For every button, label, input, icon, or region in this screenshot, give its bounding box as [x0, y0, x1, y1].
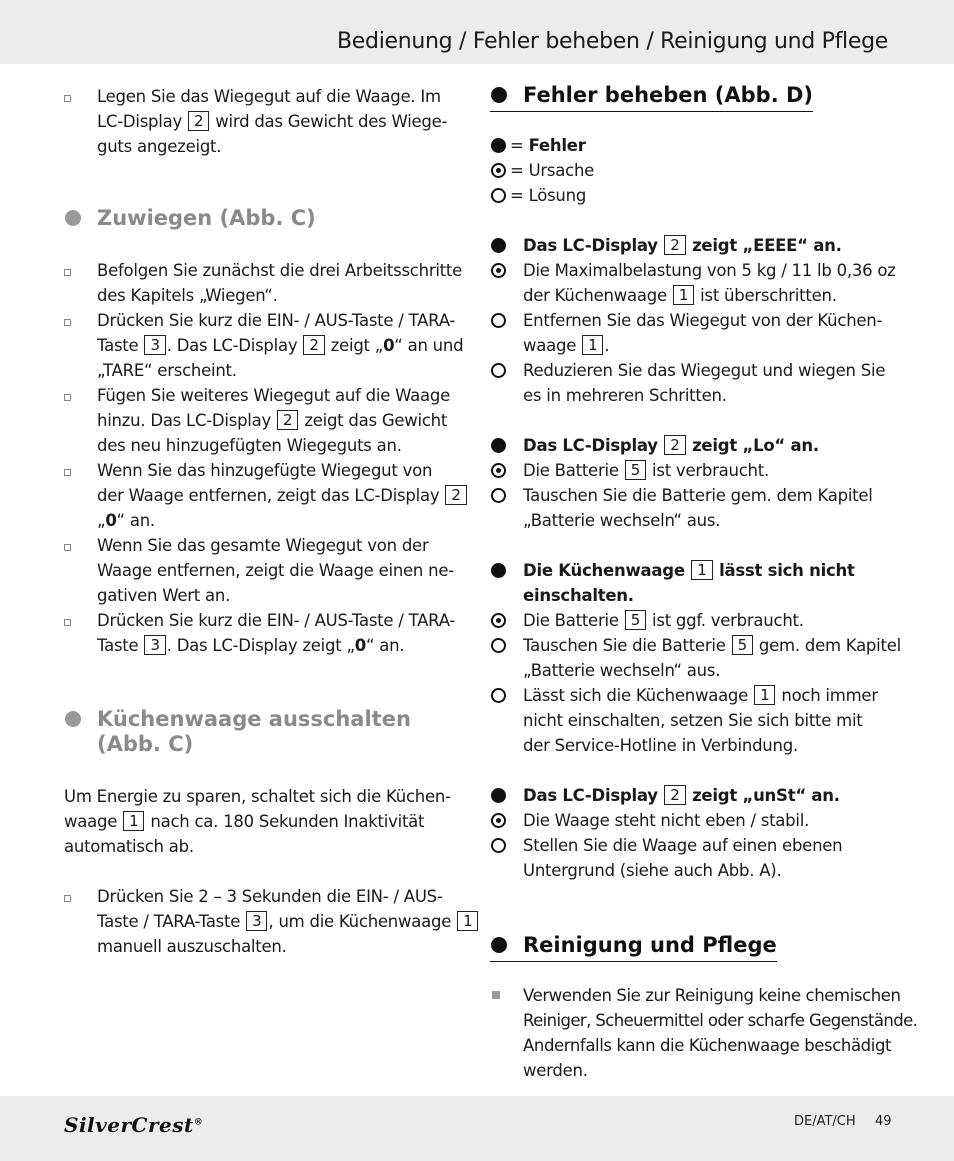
ref-box: 1 [457, 911, 478, 931]
ref-box: 1 [673, 285, 694, 305]
text: waage [64, 812, 118, 831]
text-line: Fügen Sie weiteres Wiegegut auf die Waage [97, 386, 450, 405]
text: der Küchenwaage [523, 286, 667, 305]
error-item [490, 233, 842, 258]
text: Taste [97, 336, 139, 355]
text: “ an. [365, 636, 405, 655]
loesung-ring-icon [491, 838, 506, 853]
text: Das LC-Display [523, 236, 658, 255]
text-line: „Batterie wechseln“ aus. [523, 661, 721, 680]
text: ist überschritten. [700, 286, 837, 305]
ref-box: 1 [582, 335, 603, 355]
paragraph [64, 784, 451, 859]
loesung-ring-icon [491, 638, 506, 653]
text-line: Die Maximalbelastung von 5 kg / 11 lb 0,36 oz [523, 261, 896, 280]
registered-mark: ® [193, 1117, 204, 1128]
text-line: Waage entfernen, zeigt die Waage einen ne- [97, 561, 454, 580]
heading-bullet-icon [65, 210, 81, 226]
bullet-square-icon [64, 619, 71, 626]
ref-box: 5 [625, 610, 646, 630]
list-item [64, 608, 455, 658]
text: Die Küchenwaage [523, 561, 685, 580]
fehler-dot-icon [491, 438, 506, 453]
text-line: Entfernen Sie das Wiegegut von der Küchen- [523, 311, 883, 330]
text: LC-Display [97, 112, 182, 131]
ursache-target-icon [491, 163, 506, 178]
brand-name: SilverCrest [64, 1113, 194, 1137]
solution-item [490, 683, 878, 758]
ref-box: 2 [664, 235, 685, 255]
text: Lässt sich die Küchenwaage [523, 686, 749, 705]
text: . Das LC-Display [166, 336, 298, 355]
solution-item [490, 633, 901, 683]
text-line: Die Waage steht nicht eben / stabil. [523, 811, 810, 830]
heading-text: Fehler beheben (Abb. D) [523, 83, 814, 107]
text-line: des Kapitels „Wiegen“. [97, 286, 278, 305]
text-line: „Batterie wechseln“ aus. [523, 511, 721, 530]
ref-box: 2 [188, 111, 209, 131]
text: ist verbraucht. [652, 461, 769, 480]
error-item [490, 433, 819, 458]
text: “ an. [116, 511, 155, 530]
solution-item [490, 483, 873, 533]
heading-bullet-icon [491, 87, 507, 103]
text-line: manuell auszuschalten. [97, 937, 287, 956]
loesung-ring-icon [491, 188, 506, 203]
heading-text: Zuwiegen (Abb. C) [97, 206, 316, 230]
text-line: Um Energie zu sparen, schaltet sich die Küchen- [64, 787, 451, 806]
text: ist ggf. verbraucht. [652, 611, 804, 630]
text: zeigt „unSt“ an. [692, 786, 840, 805]
ref-box: 2 [664, 785, 685, 805]
bullet-square-icon [64, 269, 71, 276]
text: nach ca. 180 Sekunden Inaktivität [150, 812, 425, 831]
text: Die Batterie [523, 461, 619, 480]
bullet-square-icon [64, 95, 71, 102]
error-item [490, 783, 840, 808]
loesung-ring-icon [491, 688, 506, 703]
text: , um die Küchenwaage [268, 912, 452, 931]
bullet-square-icon [64, 544, 71, 551]
ref-box: 1 [123, 811, 144, 831]
text-line: nicht einschalten, setzen Sie sich bitte mit [523, 711, 863, 730]
text: „ [97, 511, 106, 530]
bullet-filled-square-icon [492, 991, 500, 999]
fehler-dot-icon [491, 563, 506, 578]
list-item [64, 383, 450, 458]
display-value: 0 [383, 336, 395, 355]
loesung-ring-icon [491, 363, 506, 378]
text-line: „TARE“ erscheint. [97, 361, 237, 380]
text: waage [523, 336, 577, 355]
solution-item [490, 358, 885, 408]
solution-item [490, 833, 842, 883]
text-line: Drücken Sie kurz die EIN- / AUS-Taste / TARA- [97, 311, 456, 330]
text-line: einschalten. [523, 586, 634, 605]
text-line: automatisch ab. [64, 837, 194, 856]
display-value: 0 [354, 636, 366, 655]
text: wird das Gewicht des Wiege- [215, 112, 448, 131]
text: Die Batterie [523, 611, 619, 630]
section-heading-fehler [490, 82, 813, 112]
text-line: Untergrund (siehe auch Abb. A). [523, 861, 782, 880]
ursache-target-icon [491, 613, 506, 628]
footer-locale: DE/AT/CH [794, 1114, 856, 1129]
heading-bullet-icon [65, 711, 81, 727]
text-line: Drücken Sie kurz die EIN- / AUS-Taste / TARA- [97, 611, 456, 630]
symbol-legend [490, 133, 594, 208]
ref-box: 1 [691, 560, 712, 580]
text-line: Stellen Sie die Waage auf einen ebenen [523, 836, 843, 855]
ursache-target-icon [491, 813, 506, 828]
list-item [64, 258, 462, 308]
heading-text: (Abb. C) [97, 732, 194, 756]
text: gem. dem Kapitel [758, 636, 901, 655]
text-line: Reduzieren Sie das Wiegegut und wiegen Sie [523, 361, 886, 380]
ref-box: 2 [664, 435, 685, 455]
ref-box: 2 [277, 410, 298, 430]
ref-box: 2 [303, 335, 324, 355]
bullet-square-icon [64, 469, 71, 476]
ref-box: 3 [246, 911, 267, 931]
text: zeigt das Gewicht [304, 411, 448, 430]
text: lässt sich nicht [719, 561, 855, 580]
cause-item [490, 458, 769, 483]
cause-item [490, 608, 804, 633]
text: noch immer [781, 686, 878, 705]
heading-bullet-icon [491, 937, 507, 953]
text-line: Drücken Sie 2 – 3 Sekunden die EIN- / AUS- [97, 887, 443, 906]
ursache-target-icon [491, 463, 506, 478]
ref-box: 1 [754, 685, 775, 705]
text-line: gativen Wert an. [97, 586, 231, 605]
fehler-dot-icon [491, 138, 506, 153]
brand-logo [64, 1113, 203, 1137]
text-line: es in mehreren Schritten. [523, 386, 727, 405]
loesung-ring-icon [491, 313, 506, 328]
list-item [64, 308, 463, 383]
loesung-ring-icon [491, 488, 506, 503]
text-line: der Service-Hotline in Verbindung. [523, 736, 798, 755]
text: der Waage entfernen, zeigt das LC-Display [97, 486, 440, 505]
text-line: Tauschen Sie die Batterie gem. dem Kapitel [523, 486, 873, 505]
page-title: Bedienung / Fehler beheben / Reinigung und Pflege [337, 29, 888, 54]
text: “ an und [394, 336, 464, 355]
legend-label: Fehler [528, 136, 586, 155]
solution-item [490, 308, 882, 358]
text-line: werden. [523, 1061, 588, 1080]
text: zeigt „Lo“ an. [692, 436, 819, 455]
fehler-dot-icon [491, 788, 506, 803]
text-line: Reiniger, Scheuermittel oder scharfe Gegenstände. [523, 1011, 918, 1030]
text: . [604, 336, 610, 355]
legend-label: = Lösung [510, 186, 587, 205]
text-line: Wenn Sie das gesamte Wiegegut von der [97, 536, 429, 555]
text-line: des neu hinzugefügten Wiegeguts an. [97, 436, 402, 455]
cause-item [490, 258, 896, 308]
display-value: 0 [105, 511, 117, 530]
text-line: guts angezeigt. [97, 137, 222, 156]
bullet-square-icon [64, 319, 71, 326]
fehler-dot-icon [491, 238, 506, 253]
text: zeigt „EEEE“ an. [692, 236, 842, 255]
text: Tauschen Sie die Batterie [523, 636, 726, 655]
text: Das LC-Display [523, 436, 658, 455]
error-item [490, 558, 855, 608]
text: Taste / TARA-Taste [97, 912, 241, 931]
text: hinzu. Das LC-Display [97, 411, 272, 430]
text-line: Wenn Sie das hinzugefügte Wiegegut von [97, 461, 433, 480]
list-item [64, 458, 468, 533]
section-heading-reinigung [490, 932, 777, 962]
text: . Das LC-Display zeigt „ [166, 636, 355, 655]
text: = [510, 136, 524, 155]
ref-box: 5 [625, 460, 646, 480]
page-number: 49 [875, 1114, 892, 1129]
section-heading-ausschalten [64, 707, 411, 757]
heading-text: Küchenwaage ausschalten [97, 707, 411, 731]
ref-box: 2 [445, 485, 466, 505]
bullet-square-icon [64, 895, 71, 902]
cause-item [490, 808, 809, 833]
text: Taste [97, 636, 139, 655]
section-heading-zuwiegen [64, 206, 316, 231]
text-line: Andernfalls kann die Küchenwaage beschädigt [523, 1036, 892, 1055]
list-item [64, 884, 479, 959]
ursache-target-icon [491, 263, 506, 278]
ref-box: 5 [732, 635, 753, 655]
ref-box: 3 [144, 635, 165, 655]
bullet-square-icon [64, 394, 71, 401]
list-item [490, 983, 917, 1083]
text-line: Legen Sie das Wiegegut auf die Waage. Im [97, 87, 441, 106]
ref-box: 3 [144, 335, 165, 355]
legend-label: = Ursache [510, 161, 595, 180]
text: zeigt „ [330, 336, 384, 355]
list-item [64, 84, 447, 159]
heading-text: Reinigung und Pflege [523, 933, 777, 957]
list-item [64, 533, 454, 608]
text: Das LC-Display [523, 786, 658, 805]
text-line: Verwenden Sie zur Reinigung keine chemischen [523, 986, 901, 1005]
text-line: Befolgen Sie zunächst die drei Arbeitsschritte [97, 261, 463, 280]
